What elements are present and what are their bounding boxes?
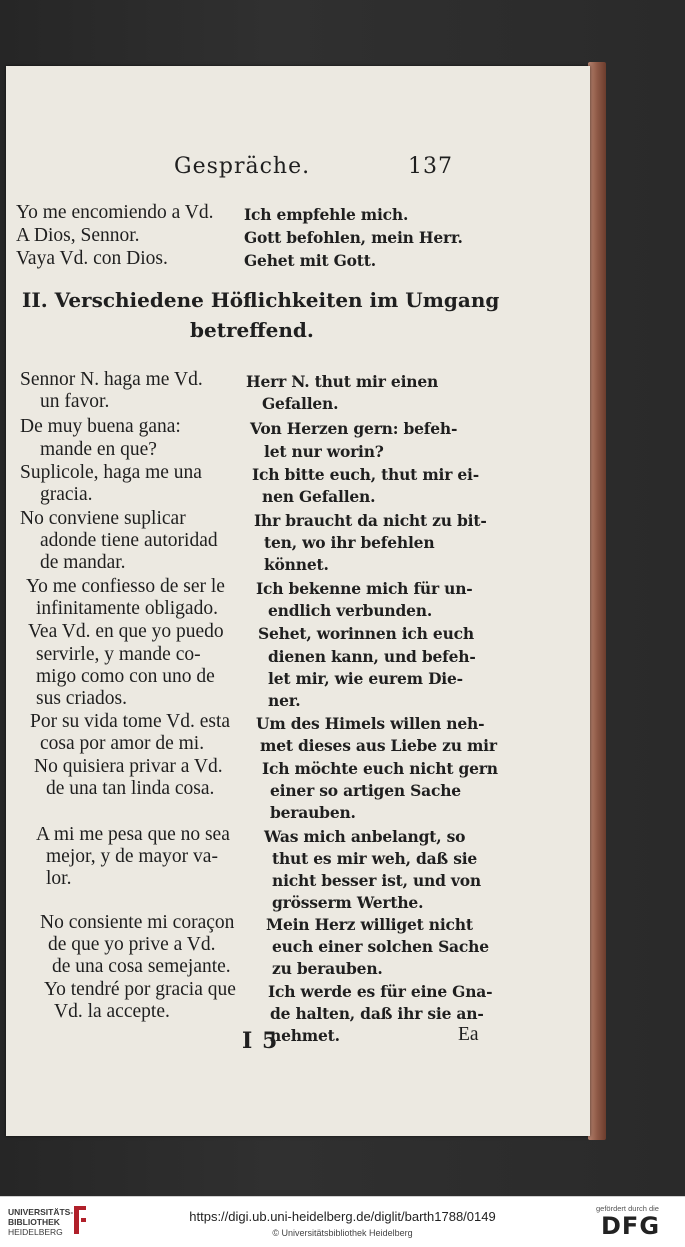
spanish-line: un favor. xyxy=(40,391,110,412)
spanish-line: lor. xyxy=(46,868,72,889)
german-line: thut es mir weh, daß sie xyxy=(272,849,478,868)
german-line: ten, wo ihr befehlen xyxy=(264,533,435,552)
spanish-line: Sennor N. haga me Vd. xyxy=(20,369,203,390)
spanish-line: Suplicole, haga me una xyxy=(20,462,202,483)
intro-german-line: Ich empfehle mich. xyxy=(244,205,409,224)
catchword: Ea xyxy=(458,1024,479,1045)
page-number: 137 xyxy=(408,154,453,179)
spanish-line: gracia. xyxy=(40,484,93,505)
german-line: berauben. xyxy=(270,803,356,822)
spanish-line: cosa por amor de mi. xyxy=(40,733,205,754)
german-line: euch einer solchen Sache xyxy=(272,937,489,956)
spanish-line: de mandar. xyxy=(40,552,126,573)
section-heading: II. Verschiedene Höflichkeiten im Umgang xyxy=(22,288,500,312)
german-line: let nur worin? xyxy=(264,442,384,461)
dfg-logo: DFG xyxy=(601,1212,661,1240)
spanish-line: servirle, y mande co- xyxy=(36,644,201,665)
german-line: Mein Herz williget nicht xyxy=(266,915,473,934)
spanish-line: No conviene suplicar xyxy=(20,508,186,529)
spanish-line: Vd. la accepte. xyxy=(54,1001,170,1022)
german-line: Von Herzen gern: befeh- xyxy=(250,419,458,438)
spanish-line: Por su vida tome Vd. esta xyxy=(30,711,231,732)
german-line: Ich möchte euch nicht gern xyxy=(262,759,498,778)
german-line: grösserm Werthe. xyxy=(272,893,424,912)
german-line: Ich bekenne mich für un- xyxy=(256,579,473,598)
spanish-line: mejor, y de mayor va- xyxy=(46,846,218,867)
funder-caption: gefördert durch die xyxy=(596,1204,659,1213)
german-line: Ihr braucht da nicht zu bit- xyxy=(254,511,487,530)
spanish-line: infinitamente obligado. xyxy=(36,598,218,619)
spanish-line: sus criados. xyxy=(36,688,127,709)
spanish-line: Yo me confiesso de ser le xyxy=(26,576,225,597)
german-line: Herr N. thut mir einen xyxy=(246,372,439,391)
german-line: let mir, wie eurem Die- xyxy=(268,669,463,688)
spanish-line: De muy buena gana: xyxy=(20,416,181,437)
german-line: nen Gefallen. xyxy=(262,487,376,506)
german-line: dienen kann, und befeh- xyxy=(268,647,476,666)
german-line: Gefallen. xyxy=(262,394,339,413)
german-line: einer so artigen Sache xyxy=(270,781,461,800)
copyright-note: © Universitätsbibliothek Heidelberg xyxy=(272,1228,413,1238)
spanish-line: de una tan linda cosa. xyxy=(46,778,215,799)
intro-spanish-line: Yo me encomiendo a Vd. xyxy=(16,202,214,223)
section-heading-cont: betreffend. xyxy=(190,318,314,342)
german-line: Um des Himels willen neh- xyxy=(256,714,485,733)
spanish-line: Vea Vd. en que yo puedo xyxy=(28,621,224,642)
spanish-line: Yo tendré por gracia que xyxy=(44,979,236,1000)
spanish-line: de una cosa semejante. xyxy=(52,956,231,977)
intro-german-line: Gehet mit Gott. xyxy=(244,251,376,270)
german-line: Was mich anbelangt, so xyxy=(264,827,466,846)
spanish-line: adonde tiene autoridad xyxy=(40,530,218,551)
german-line: ner. xyxy=(268,691,301,710)
footer-bar xyxy=(0,1196,685,1247)
permalink-url[interactable]: https://digi.ub.uni-heidelberg.de/diglit/barth1788/0149 xyxy=(189,1209,496,1224)
spanish-line: No quisiera privar a Vd. xyxy=(34,756,223,777)
german-line: nicht besser ist, und von xyxy=(272,871,481,890)
german-line: de halten, daß ihr sie an- xyxy=(270,1004,484,1023)
german-line: met dieses aus Liebe zu mir xyxy=(260,736,497,755)
german-line: könnet. xyxy=(264,555,329,574)
intro-german-line: Gott befohlen, mein Herr. xyxy=(244,228,463,247)
spanish-line: migo como con uno de xyxy=(36,666,215,687)
library-logo: UNIVERSITÄTS- BIBLIOTHEK HEIDELBERG xyxy=(8,1207,74,1237)
spanish-line: A mi me pesa que no sea xyxy=(36,824,230,845)
intro-spanish-line: Vaya Vd. con Dios. xyxy=(16,248,168,269)
book-page xyxy=(6,66,590,1136)
page-edge xyxy=(588,62,606,1140)
running-header: Gespräche. xyxy=(174,154,311,179)
german-line: nehmet. xyxy=(270,1026,340,1045)
spanish-line: mande en que? xyxy=(40,439,157,460)
german-line: zu berauben. xyxy=(272,959,383,978)
spanish-line: de que yo prive a Vd. xyxy=(48,934,216,955)
german-line: Ich bitte euch, thut mir ei- xyxy=(252,465,479,484)
signature-mark: I 5 xyxy=(242,1028,279,1054)
german-line: Sehet, worinnen ich euch xyxy=(258,624,474,643)
german-line: endlich verbunden. xyxy=(268,601,433,620)
intro-spanish-line: A Dios, Sennor. xyxy=(16,225,140,246)
german-line: Ich werde es für eine Gna- xyxy=(268,982,493,1001)
spanish-line: No consiente mi coraçon xyxy=(40,912,235,933)
